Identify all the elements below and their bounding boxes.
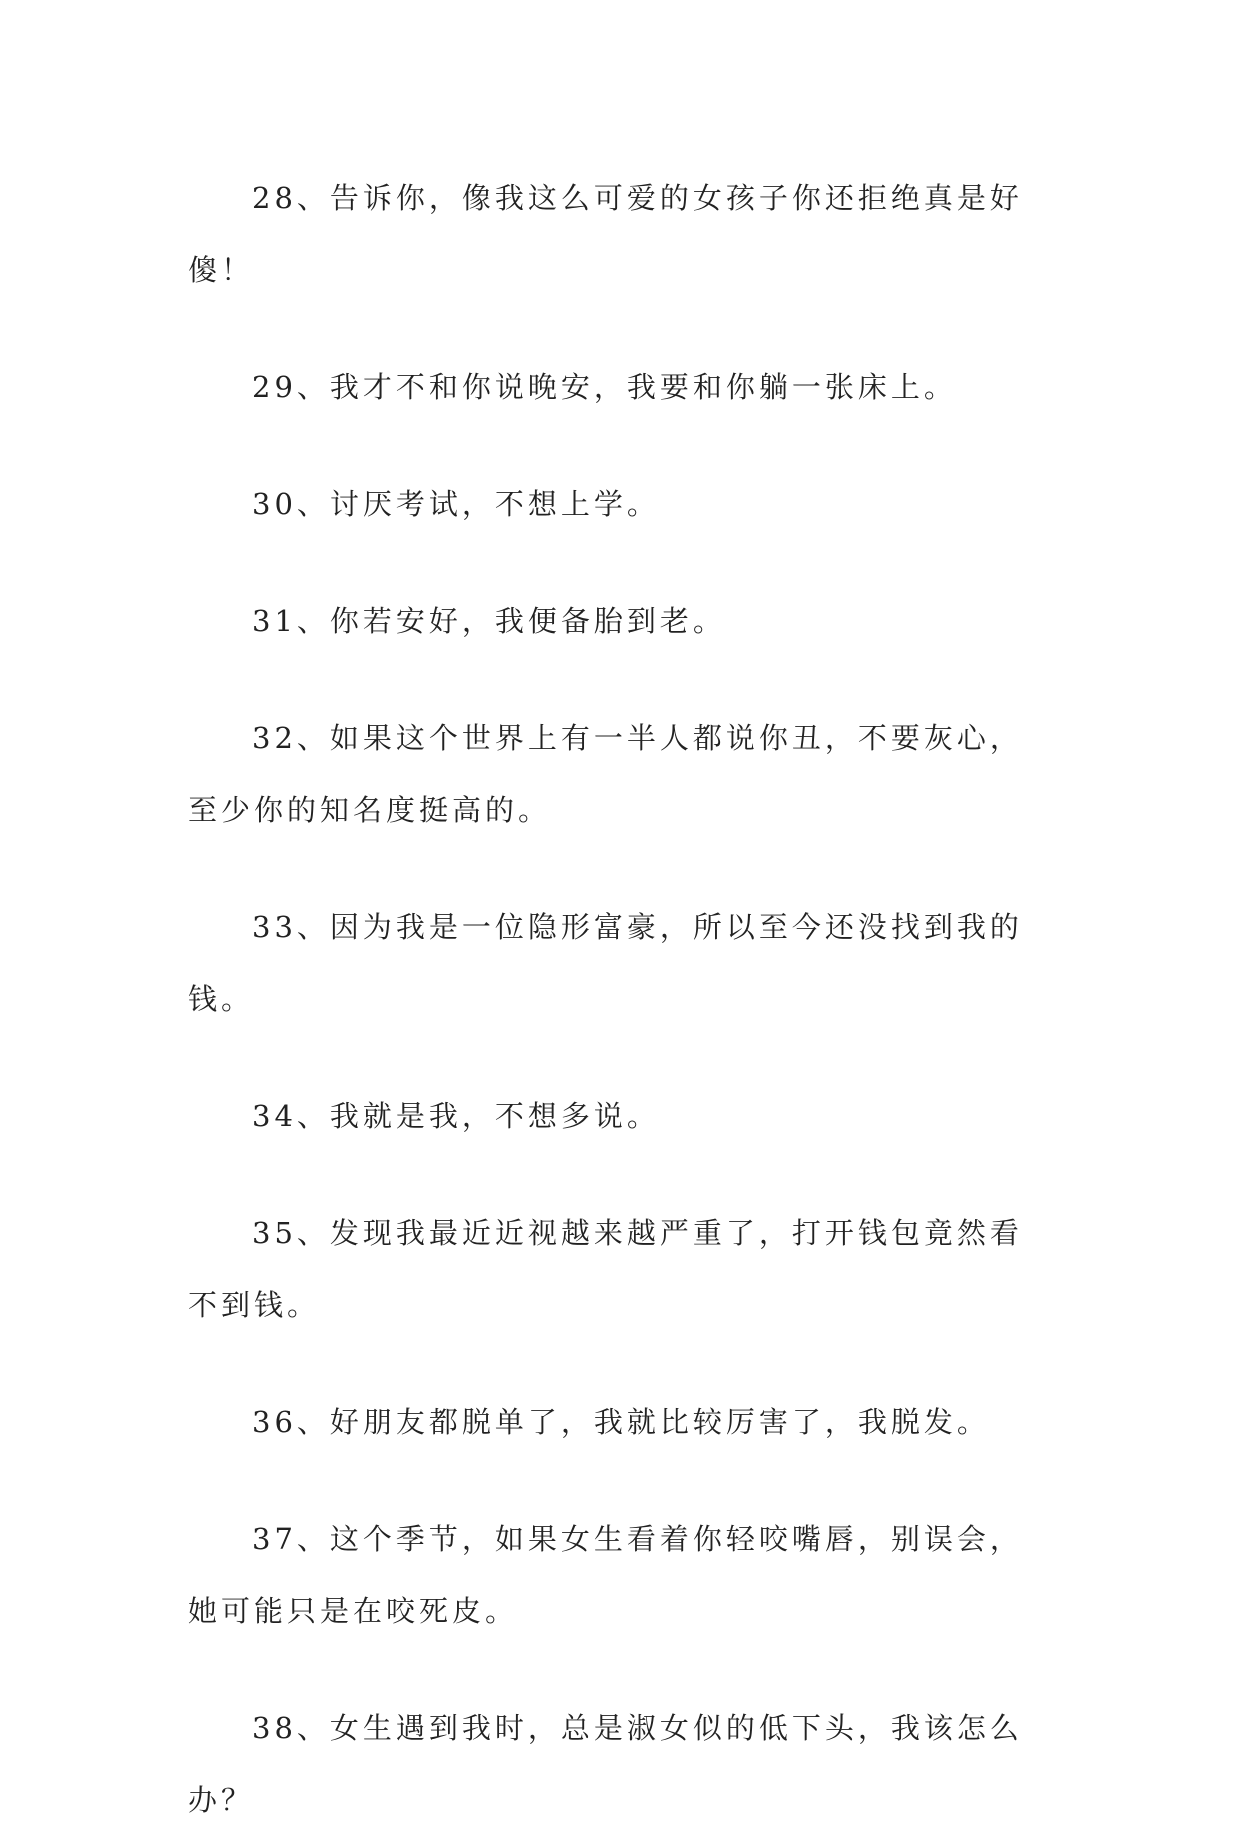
paragraph-32: 32、如果这个世界上有一半人都说你丑，不要灰心，至少你的知名度挺高的。: [188, 721, 1023, 827]
document-body: [188, 162, 1048, 1836]
paragraph-29: 29、我才不和你说晚安，我要和你躺一张床上。: [252, 370, 957, 404]
paragraph-36: 36、好朋友都脱单了，我就比较厉害了，我脱发。: [252, 1405, 990, 1439]
paragraph-33: 33、因为我是一位隐形富豪，所以至今还没找到我的钱。: [188, 910, 1023, 1016]
paragraph-35: 35、发现我最近近视越来越严重了，打开钱包竟然看不到钱。: [188, 1216, 1023, 1322]
paragraph-28: 28、告诉你，像我这么可爱的女孩子你还拒绝真是好傻！: [188, 181, 1023, 287]
paragraph-30: 30、讨厌考试，不想上学。: [252, 487, 660, 521]
paragraph-31: 31、你若安好，我便备胎到老。: [252, 604, 726, 638]
paragraph-37: 37、这个季节，如果女生看着你轻咬嘴唇，别误会，她可能只是在咬死皮。: [188, 1522, 1023, 1628]
paragraph-34: 34、我就是我，不想多说。: [252, 1099, 660, 1133]
paragraph-38: 38、女生遇到我时，总是淑女似的低下头，我该怎么办？: [188, 1711, 1023, 1817]
